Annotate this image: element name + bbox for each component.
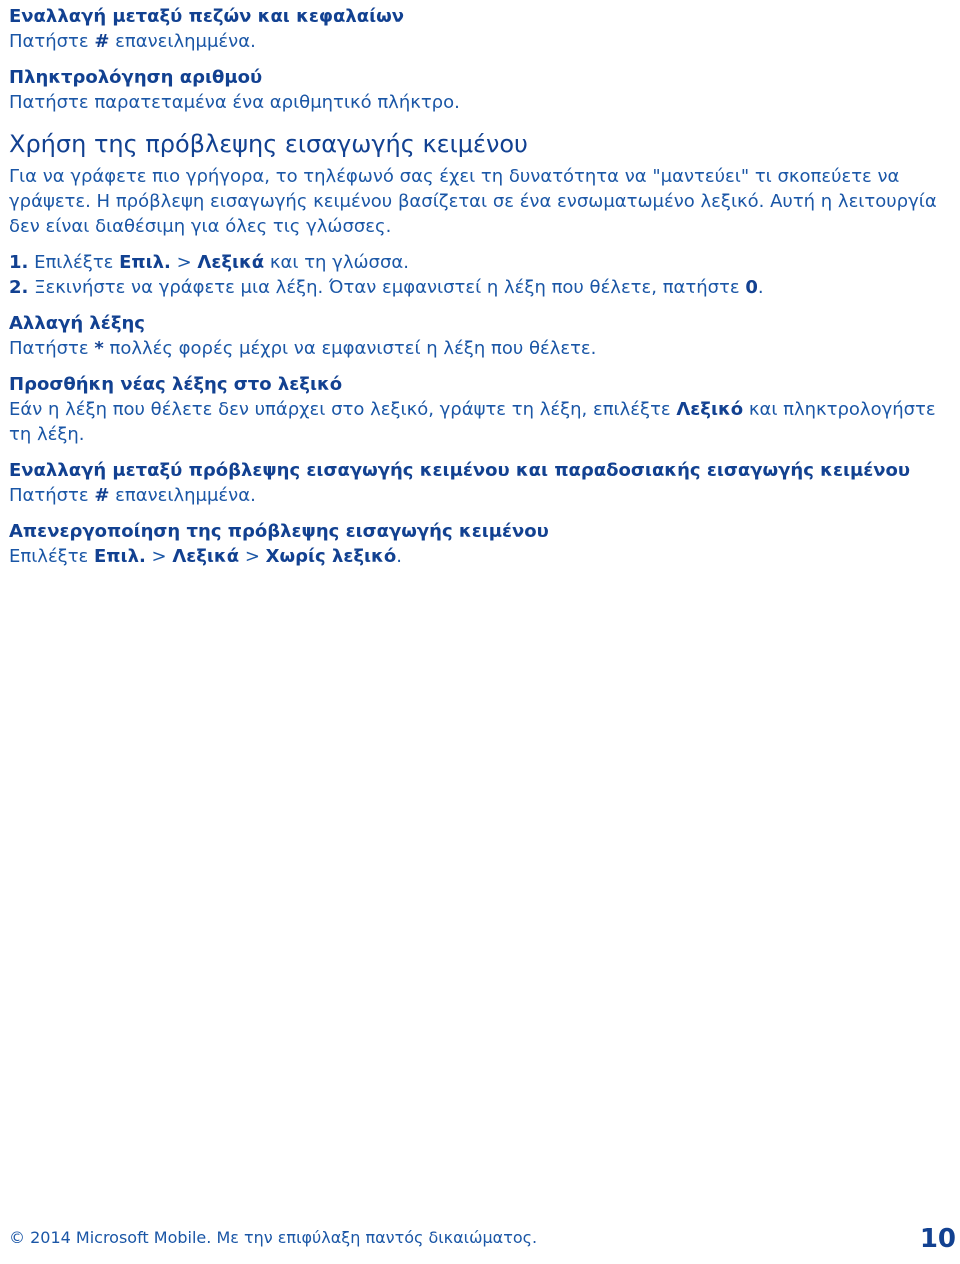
text-post: . [757, 277, 764, 298]
text-post: επανειλημμένα. [109, 485, 256, 506]
page-title: Χρήση της πρόβλεψης εισαγωγής κειμένου [9, 130, 528, 158]
text-pre: Πατήστε [9, 338, 95, 359]
step-number: 1. [9, 252, 29, 273]
section-text-change-word [9, 336, 954, 361]
section-heading-number: Πληκτρολόγηση αριθμού [9, 67, 263, 88]
key-hash: # [94, 31, 110, 52]
text-pre: Εάν η λέξη που θέλετε δεν υπάρχει στο λεξικό, γράψτε τη λέξη, επιλέξτε [9, 399, 677, 420]
section-text-case [9, 29, 954, 54]
page-content [9, 4, 954, 569]
section-text-number: Πατήστε παρατεταμένα ένα αριθμητικό πλήκτρο. [9, 92, 460, 113]
section-heading-disable: Απενεργοποίηση της πρόβλεψης εισαγωγής κειμένου [9, 521, 549, 542]
key-zero: 0 [745, 277, 758, 298]
footer-copyright: © 2014 Microsoft Mobile. Με την επιφύλαξη παντός δικαιώματος. [9, 1228, 538, 1247]
text-post: επανειλημμένα. [109, 31, 256, 52]
menu-dictionaries: Λεξικά [197, 252, 265, 273]
key-hash: # [94, 485, 110, 506]
text-post: και πληκτρολογήστε τη λέξη. [9, 399, 936, 445]
text-pre: Ξεκινήστε να γράφετε μια λέξη. Όταν εμφανιστεί η λέξη που θέλετε, πατήστε [28, 277, 746, 298]
section-text-switch-mode [9, 483, 954, 508]
text-post: πολλές φορές μέχρι να εμφανιστεί η λέξη που θέλετε. [103, 338, 597, 359]
text-pre: Επιλέξτε [28, 252, 120, 273]
separator: > [145, 546, 173, 567]
text-pre: Πατήστε [9, 31, 95, 52]
text-post: και τη γλώσσα. [264, 252, 409, 273]
text-post: . [396, 546, 402, 567]
separator: > [170, 252, 198, 273]
section-heading-case: Εναλλαγή μεταξύ πεζών και κεφαλαίων [9, 6, 405, 27]
section-heading-add-word: Προσθήκη νέας λέξης στο λεξικό [9, 374, 343, 395]
text-pre: Πατήστε [9, 485, 95, 506]
section-text-add-word [9, 397, 954, 447]
section-heading-change-word: Αλλαγή λέξης [9, 313, 145, 334]
menu-dictionary: Λεξικό [676, 399, 744, 420]
menu-options: Επιλ. [94, 546, 146, 567]
menu-options: Επιλ. [119, 252, 171, 273]
menu-dictionaries: Λεξικά [172, 546, 240, 567]
menu-no-dictionary: Χωρίς λεξικό [265, 546, 397, 567]
intro-paragraph: Για να γράφετε πιο γρήγορα, το τηλέφωνό σας έχει τη δυνατότητα να "μαντεύει" τι σκοπεύετε να γράψετε. Η πρόβλεψη εισαγωγής κειμένου βασίζεται σε ένα ενσωματωμένο λεξικό. Αυτή η λειτουργία δεν είναι διαθέσιμη για όλες τις γλώσσες. [9, 166, 937, 237]
page-number: 10 [919, 1224, 956, 1254]
section-heading-switch-mode: Εναλλαγή μεταξύ πρόβλεψης εισαγωγής κειμένου και παραδοσιακής εισαγωγής κειμένου [9, 460, 911, 481]
separator: > [239, 546, 266, 567]
section-text-disable [9, 544, 954, 569]
text-pre: Επιλέξτε [9, 546, 95, 567]
key-star: * [94, 338, 104, 359]
step-1 [9, 250, 954, 275]
step-number: 2. [9, 277, 29, 298]
step-2 [9, 275, 954, 300]
